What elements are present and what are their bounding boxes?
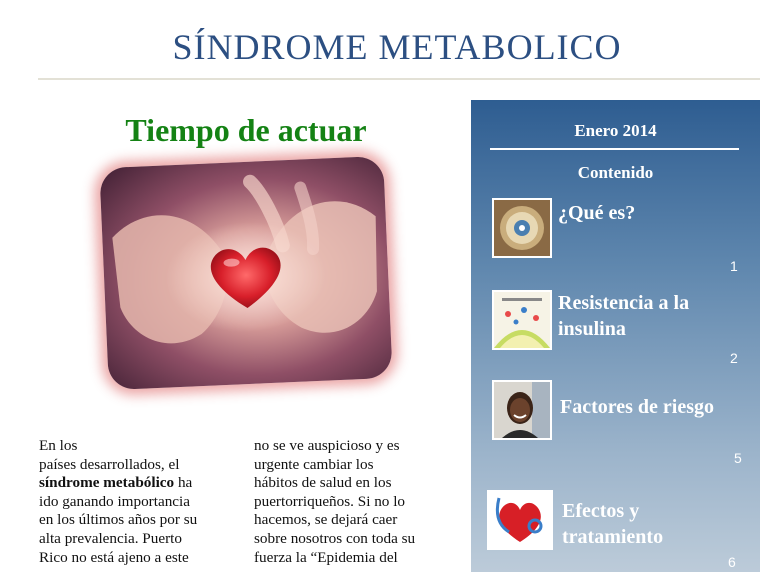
text-line: en los últimos años por su [39,511,198,529]
toc-page-number: 1 [730,258,738,274]
toc-item-efectos[interactable] [471,490,760,572]
heart-stethoscope-thumbnail [487,490,553,550]
article-column-1 [39,437,234,567]
toc-item-factores[interactable] [471,380,760,470]
contents-heading: Contenido [577,163,654,182]
toc-label: Factores de riesgo [560,396,715,418]
toc-label-line: tratamiento [562,526,664,548]
text-line: hábitos de salud en los [254,474,392,492]
text-line: En los [39,437,78,454]
text-line: fuerza la “Epidemia del [254,548,398,566]
text-fragment: ha [177,474,193,492]
toc-label [558,290,689,342]
article-column-2 [254,437,449,567]
text-line: alta prevalencia. Puerto [39,529,182,547]
insulin-diagram-thumbnail [492,290,552,350]
text-line: puertorriqueños. Si no lo [254,492,406,510]
article-headline: Tiempo de actuar [125,112,367,148]
toc-page-number: 5 [734,450,742,466]
hands-heart-illustration [99,156,392,390]
text-line: ido ganando importancia [39,492,190,510]
toc-label-line: insulina [558,318,626,340]
text-line [39,474,234,493]
text-line: urgente cambiar los [254,455,374,473]
page-title: SÍNDROME METABOLICO [172,27,622,67]
toc-item-resistencia[interactable] [471,290,760,370]
sidebar-divider [490,148,739,150]
smiling-woman-thumbnail [492,380,552,440]
text-line: no se ve auspicioso y es [254,437,400,454]
toc-item-que-es[interactable] [471,198,760,278]
toc-label-line: Resistencia a la [558,292,690,314]
toc-page-number: 2 [730,350,738,366]
hero-image [99,156,392,390]
toc-label: ¿Qué es? [558,202,636,224]
toc-page-number: 6 [728,554,736,570]
bold-term: síndrome metabólico [39,474,175,492]
title-divider [38,78,760,80]
text-line: sobre nosotros con toda su [254,529,416,547]
contents-sidebar [471,100,760,572]
toc-label [562,498,663,550]
issue-date: Enero 2014 [574,121,657,140]
text-line: hacemos, se dejará caer [254,511,398,529]
gauge-medallion-thumbnail [492,198,552,258]
text-line: Rico no está ajeno a este [39,548,189,566]
text-line: países desarrollados, el [39,455,180,473]
toc-label-line: Efectos y [562,500,640,522]
